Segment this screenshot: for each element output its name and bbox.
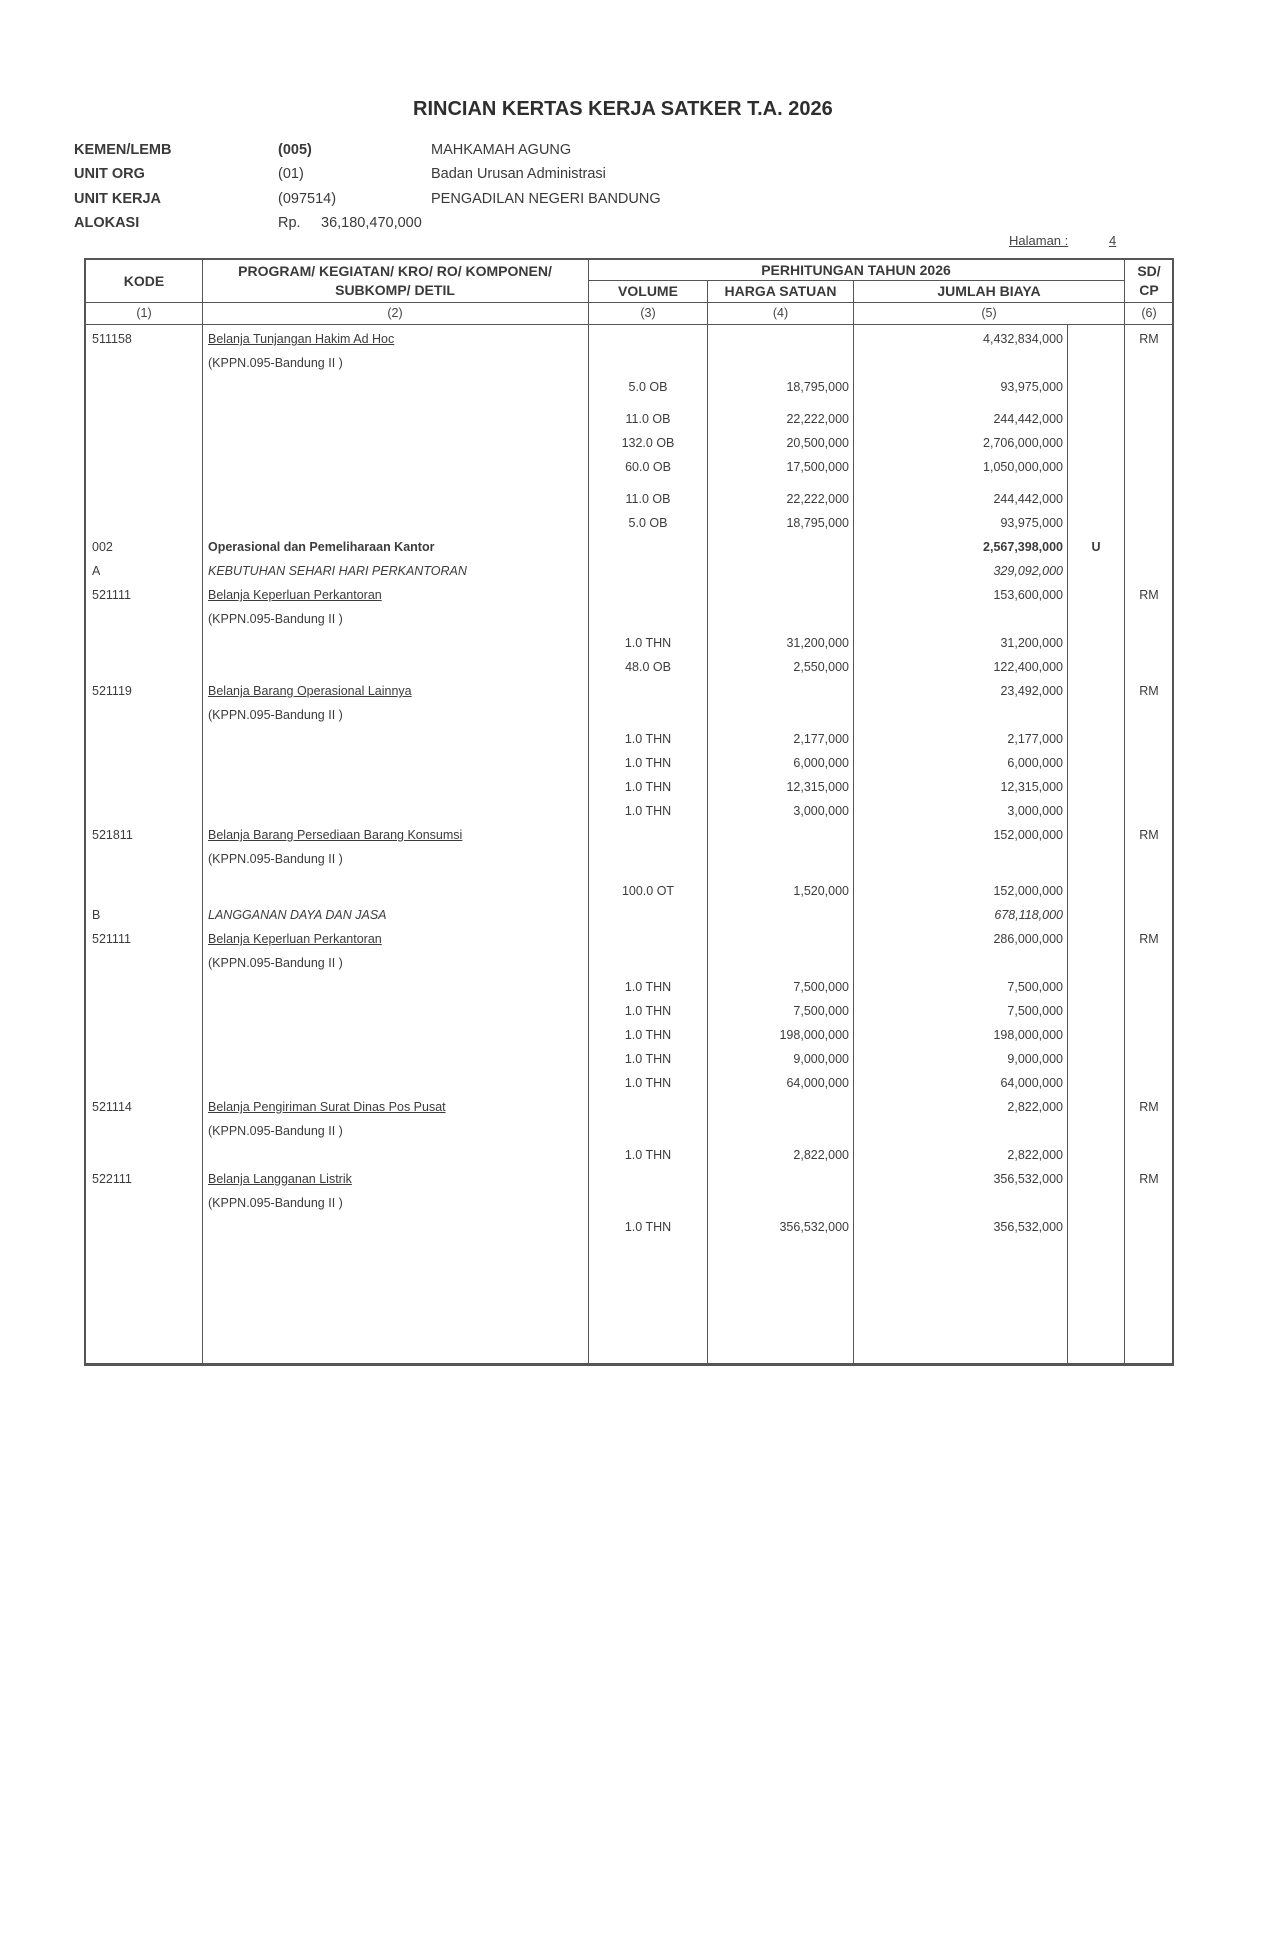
table-row (86, 1172, 1172, 1196)
row-harga-satuan: 2,822,000 (793, 1148, 849, 1162)
meta-name: Badan Urusan Administrasi (431, 166, 606, 182)
row-kode: 521811 (92, 828, 133, 842)
row-jumlah-biaya: 1,050,000,000 (983, 460, 1063, 474)
row-harga-satuan: 20,500,000 (786, 436, 849, 450)
header-harga-satuan: HARGA SATUAN (724, 283, 837, 299)
meta-name: PENGADILAN NEGERI BANDUNG (431, 191, 661, 207)
halaman-number: 4 (1109, 233, 1117, 248)
budget-table (84, 258, 1174, 1366)
row-kode: 521111 (92, 932, 131, 946)
row-jumlah-biaya: 64,000,000 (1000, 1076, 1063, 1090)
row-volume: 1.0 THN (624, 1148, 672, 1162)
table-row (86, 636, 1172, 660)
row-harga-satuan: 3,000,000 (793, 804, 849, 818)
row-description: Belanja Tunjangan Hakim Ad Hoc (208, 332, 395, 346)
meta-label: UNIT ORG (74, 166, 145, 182)
row-jumlah-biaya: 9,000,000 (1007, 1052, 1063, 1066)
table-row (86, 684, 1172, 708)
row-kode: 511158 (92, 332, 132, 346)
meta-code: Rp. (278, 215, 301, 231)
row-volume: 11.0 OB (625, 412, 671, 426)
meta-code: (005) (278, 142, 312, 158)
row-harga-satuan: 31,200,000 (786, 636, 849, 650)
row-harga-satuan: 2,177,000 (793, 732, 849, 746)
table-row (86, 436, 1172, 460)
meta-label: ALOKASI (74, 215, 140, 231)
halaman-label: Halaman : (1009, 233, 1069, 248)
row-harga-satuan: 7,500,000 (793, 1004, 849, 1018)
row-harga-satuan: 356,532,000 (779, 1220, 849, 1234)
row-description: (KPPN.095-Bandung II ) (208, 956, 343, 970)
row-sdcp: RM (1139, 1100, 1159, 1114)
row-harga-satuan: 1,520,000 (793, 884, 849, 898)
meta-code: (097514) (278, 191, 337, 207)
header-sdcp-line2: CP (1139, 282, 1159, 298)
meta-row-alokasi (74, 213, 774, 233)
table-row (86, 588, 1172, 612)
col-number: (4) (772, 306, 789, 320)
row-jumlah-biaya: 286,000,000 (993, 932, 1063, 946)
table-row (86, 804, 1172, 828)
row-harga-satuan: 198,000,000 (779, 1028, 849, 1042)
row-jumlah-biaya: 356,532,000 (993, 1220, 1063, 1234)
row-jumlah-biaya: 244,442,000 (993, 412, 1063, 426)
row-harga-satuan: 6,000,000 (793, 756, 849, 770)
row-jumlah-biaya: 329,092,000 (993, 564, 1063, 578)
table-row (86, 708, 1172, 732)
table-row (86, 1220, 1172, 1244)
row-description: (KPPN.095-Bandung II ) (208, 852, 343, 866)
table-row (86, 756, 1172, 780)
header-volume: VOLUME (618, 283, 678, 299)
table-row (86, 908, 1172, 932)
table-row (86, 732, 1172, 756)
meta-row-unit-kerja (74, 189, 774, 209)
table-row (86, 564, 1172, 588)
row-jumlah-biaya: 2,567,398,000 (983, 540, 1063, 554)
table-row (86, 1196, 1172, 1220)
alokasi-amount: 36,180,470,000 (321, 215, 422, 231)
row-jumlah-biaya: 678,118,000 (994, 908, 1063, 922)
row-volume: 60.0 OB (625, 460, 671, 474)
table-row (86, 932, 1172, 956)
document-title: RINCIAN KERTAS KERJA SATKER T.A. 2026 (413, 98, 833, 120)
row-jumlah-biaya: 2,822,000 (1007, 1148, 1063, 1162)
row-jumlah-biaya: 2,177,000 (1007, 732, 1063, 746)
table-row (86, 1028, 1172, 1052)
table-row (86, 876, 1172, 908)
row-jumlah-biaya: 93,975,000 (1000, 380, 1063, 394)
table-row (86, 404, 1172, 436)
row-volume: 1.0 THN (624, 804, 672, 818)
row-harga-satuan: 22,222,000 (786, 492, 849, 506)
row-jumlah-biaya: 31,200,000 (1000, 636, 1063, 650)
header-divider (86, 302, 1172, 303)
row-jumlah-biaya: 93,975,000 (1000, 516, 1063, 530)
row-harga-satuan: 18,795,000 (786, 380, 849, 394)
col-number: (2) (387, 306, 403, 320)
table-row (86, 852, 1172, 876)
row-kode: 522111 (92, 1172, 132, 1186)
header-divider (588, 280, 1124, 281)
row-kode: 521119 (92, 684, 132, 698)
table-row (86, 380, 1172, 404)
row-sdcp: RM (1139, 588, 1159, 602)
table-row (86, 612, 1172, 636)
col-number: (6) (1141, 306, 1157, 320)
row-jumlah-biaya: 152,000,000 (993, 828, 1063, 842)
row-description: (KPPN.095-Bandung II ) (208, 1196, 343, 1210)
row-sdcp: RM (1139, 332, 1159, 346)
row-jumlah-biaya: 7,500,000 (1007, 980, 1063, 994)
row-harga-satuan: 2,550,000 (793, 660, 849, 674)
row-description: Belanja Keperluan Perkantoran (208, 588, 382, 602)
col-number: (5) (981, 306, 997, 320)
row-flag: U (1091, 540, 1101, 554)
row-description: LANGGANAN DAYA DAN JASA (208, 908, 387, 922)
row-volume: 1.0 THN (624, 1076, 672, 1090)
meta-label: UNIT KERJA (74, 191, 162, 207)
page-indicator (1009, 232, 1139, 250)
row-jumlah-biaya: 356,532,000 (993, 1172, 1063, 1186)
row-jumlah-biaya: 23,492,000 (1000, 684, 1063, 698)
table-row (86, 540, 1172, 564)
table-row (86, 780, 1172, 804)
header-sdcp-line1: SD/ (1137, 263, 1161, 279)
row-volume: 100.0 OT (621, 884, 675, 898)
header-kode: KODE (123, 273, 165, 289)
row-harga-satuan: 17,500,000 (786, 460, 849, 474)
table-row (86, 1148, 1172, 1172)
row-volume: 1.0 THN (624, 636, 672, 650)
row-kode: 002 (92, 540, 113, 554)
header-program-line2: SUBKOMP/ DETIL (335, 282, 455, 298)
row-harga-satuan: 7,500,000 (793, 980, 849, 994)
table-row (86, 828, 1172, 852)
row-description: KEBUTUHAN SEHARI HARI PERKANTORAN (208, 564, 467, 578)
table-row (86, 1076, 1172, 1100)
row-harga-satuan: 64,000,000 (786, 1076, 849, 1090)
row-harga-satuan: 22,222,000 (786, 412, 849, 426)
row-description: (KPPN.095-Bandung II ) (208, 708, 343, 722)
table-row (86, 956, 1172, 980)
table-row (86, 1004, 1172, 1028)
row-volume: 1.0 THN (624, 756, 672, 770)
row-kode: 521114 (92, 1100, 132, 1114)
row-jumlah-biaya: 6,000,000 (1007, 756, 1063, 770)
table-row (86, 660, 1172, 684)
col-number: (1) (136, 306, 152, 320)
table-row (86, 980, 1172, 1004)
row-description: Operasional dan Pemeliharaan Kantor (208, 540, 435, 554)
row-kode: A (92, 564, 101, 578)
table-row (86, 356, 1172, 380)
row-jumlah-biaya: 198,000,000 (993, 1028, 1063, 1042)
header-program-line1: PROGRAM/ KEGIATAN/ KRO/ RO/ KOMPONEN/ (238, 263, 552, 279)
row-jumlah-biaya: 244,442,000 (993, 492, 1063, 506)
row-jumlah-biaya: 7,500,000 (1007, 1004, 1063, 1018)
row-description: Belanja Barang Persediaan Barang Konsumsi (208, 828, 463, 842)
row-description: (KPPN.095-Bandung II ) (208, 356, 343, 370)
table-row (86, 1124, 1172, 1148)
row-jumlah-biaya: 153,600,000 (993, 588, 1063, 602)
row-sdcp: RM (1139, 684, 1159, 698)
row-volume: 5.0 OB (628, 516, 668, 530)
row-description: Belanja Pengiriman Surat Dinas Pos Pusat (208, 1100, 446, 1114)
row-volume: 1.0 THN (624, 980, 672, 994)
row-jumlah-biaya: 3,000,000 (1007, 804, 1063, 818)
header-jumlah-biaya: JUMLAH BIAYA (937, 283, 1041, 299)
row-description: (KPPN.095-Bandung II ) (208, 1124, 343, 1138)
row-volume: 1.0 THN (624, 1052, 672, 1066)
row-jumlah-biaya: 2,706,000,000 (983, 436, 1063, 450)
row-volume: 1.0 THN (624, 1220, 672, 1234)
row-description: (KPPN.095-Bandung II ) (208, 612, 343, 626)
row-volume: 5.0 OB (628, 380, 668, 394)
table-row (86, 332, 1172, 356)
row-description: Belanja Langganan Listrik (208, 1172, 352, 1186)
col-number: (3) (640, 306, 656, 320)
row-volume: 1.0 THN (624, 1028, 672, 1042)
row-sdcp: RM (1139, 932, 1159, 946)
table-row (86, 460, 1172, 484)
row-jumlah-biaya: 2,822,000 (1007, 1100, 1063, 1114)
table-row (86, 1100, 1172, 1124)
row-volume: 1.0 THN (624, 780, 672, 794)
meta-row-kemen (74, 140, 774, 160)
row-harga-satuan: 9,000,000 (793, 1052, 849, 1066)
row-kode: B (92, 908, 101, 922)
row-description: Belanja Keperluan Perkantoran (208, 932, 382, 946)
row-volume: 1.0 THN (624, 1004, 672, 1018)
table-row (86, 484, 1172, 516)
meta-row-unit-org (74, 164, 774, 184)
row-volume: 1.0 THN (624, 732, 672, 746)
row-jumlah-biaya: 12,315,000 (1000, 780, 1063, 794)
header-perhitungan: PERHITUNGAN TAHUN 2026 (761, 262, 951, 278)
header-divider (86, 324, 1172, 325)
row-volume: 48.0 OB (625, 660, 671, 674)
row-volume: 132.0 OB (621, 436, 675, 450)
row-volume: 11.0 OB (625, 492, 671, 506)
meta-code: (01) (278, 166, 304, 182)
row-kode: 521111 (92, 588, 131, 602)
row-harga-satuan: 18,795,000 (786, 516, 849, 530)
row-sdcp: RM (1139, 1172, 1159, 1186)
row-jumlah-biaya: 122,400,000 (993, 660, 1063, 674)
row-harga-satuan: 12,315,000 (786, 780, 849, 794)
meta-name: MAHKAMAH AGUNG (431, 142, 572, 158)
row-jumlah-biaya: 152,000,000 (993, 884, 1063, 898)
table-row (86, 516, 1172, 540)
row-jumlah-biaya: 4,432,834,000 (983, 332, 1063, 346)
row-sdcp: RM (1139, 828, 1159, 842)
row-description: Belanja Barang Operasional Lainnya (208, 684, 412, 698)
meta-label: KEMEN/LEMB (74, 142, 172, 158)
table-row (86, 1052, 1172, 1076)
